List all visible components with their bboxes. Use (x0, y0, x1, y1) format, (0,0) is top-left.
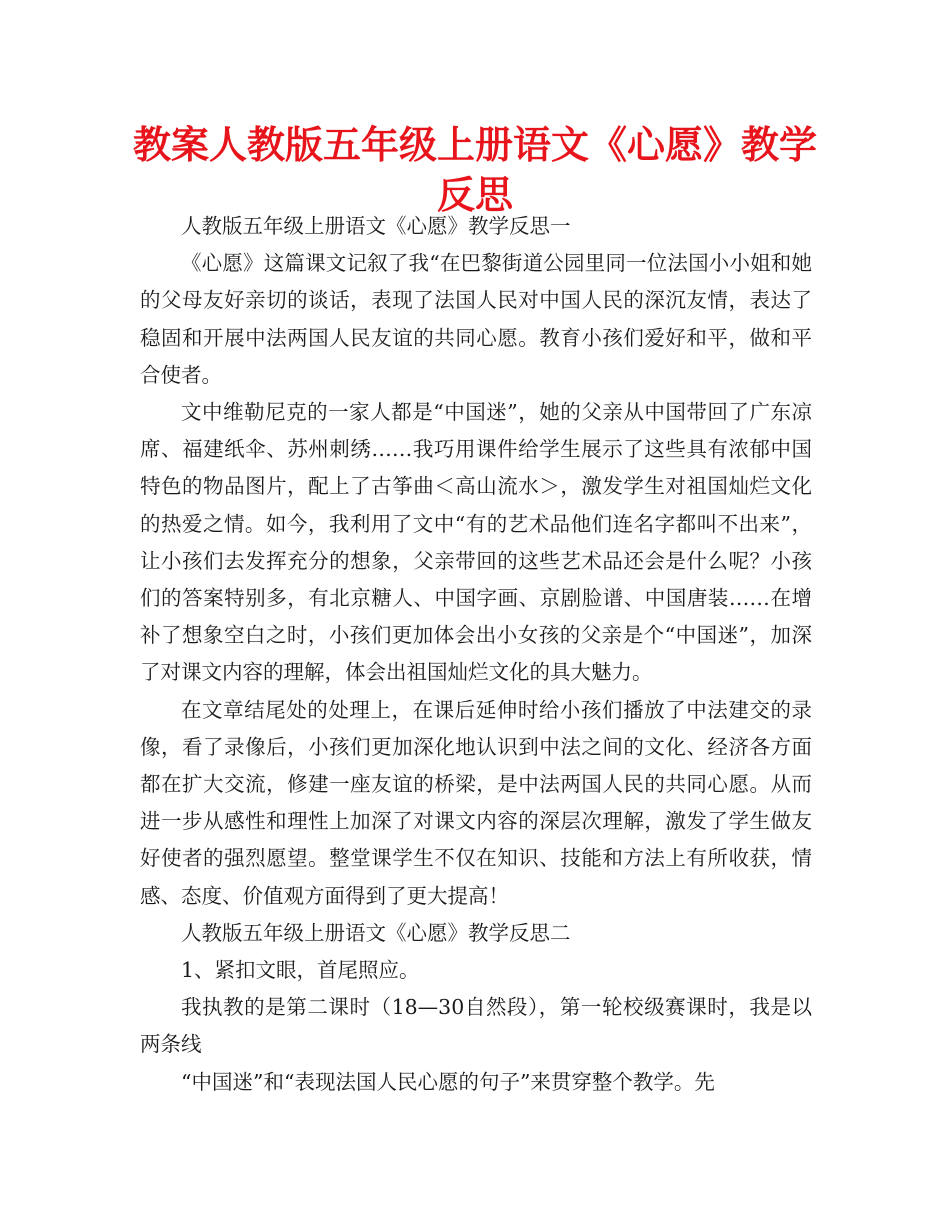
section-heading-1: 人教版五年级上册语文《心愿》教学反思一 (181, 214, 571, 238)
paragraph-1: 《心愿》这篇课文记叙了我“在巴黎街道公园里同一位法国小小姐和她的父母友好亲切的谈话，表现了法国人民对中国人民的深沉友情，表达了稳固和开展中法两国人民友谊的共同心愿。教育小孩们爱好和平，做和平合使者。 (140, 251, 812, 387)
document-body (140, 208, 812, 1101)
section-heading-2: 人教版五年级上册语文《心愿》教学反思二 (181, 920, 571, 945)
paragraph-3: 在文章结尾处的处理上，在课后延伸时给小孩们播放了中法建交的录像，看了录像后，小孩们更加深化地认识到中法之间的文化、经济各方面都在扩大交流，修建一座友谊的桥梁，是中法两国人民的共同心愿。从而进一步从感性和理性上加深了对课文内容的深层次理解，激发了学生做友好使者的强烈愿望。整堂课学生不仅在知识、技能和方法上有所收获，情感、态度、价值观方面得到了更大提高！ (140, 697, 812, 908)
paragraph-4: 我执教的是第二课时（18—30自然段），第一轮校级赛课时，我是以两条线 (140, 995, 812, 1057)
paragraph-5: “中国迷”和“表现法国人民心愿的句子”来贯穿整个教学。先 (181, 1069, 715, 1094)
document-title: 教案人教版五年级上册语文《心愿》教学反思 (132, 123, 817, 217)
point-heading-1: 1、紧扣文眼，首尾照应。 (181, 958, 420, 983)
paragraph-2: 文中维勒尼克的一家人都是“中国迷”，她的父亲从中国带回了广东凉席、福建纸伞、苏州刺绣……我巧用课件给学生展示了这些具有浓郁中国特色的物品图片，配上了古筝曲＜高山流水＞，激发学生对祖国灿烂文化的热爱之情。如今，我利用了文中“有的艺术品他们连名字都叫不出来”，让小孩们去发挥充分的想象，父亲带回的这些艺术品还会是什么呢？小孩们的答案特别多，有北京糖人、中国字画、京剧脸谱、中国唐装……在增补了想象空白之时，小孩们更加体会出小女孩的父亲是个“中国迷”，加深了对课文内容的理解，体会出祖国灿烂文化的具大魅力。 (140, 400, 812, 685)
